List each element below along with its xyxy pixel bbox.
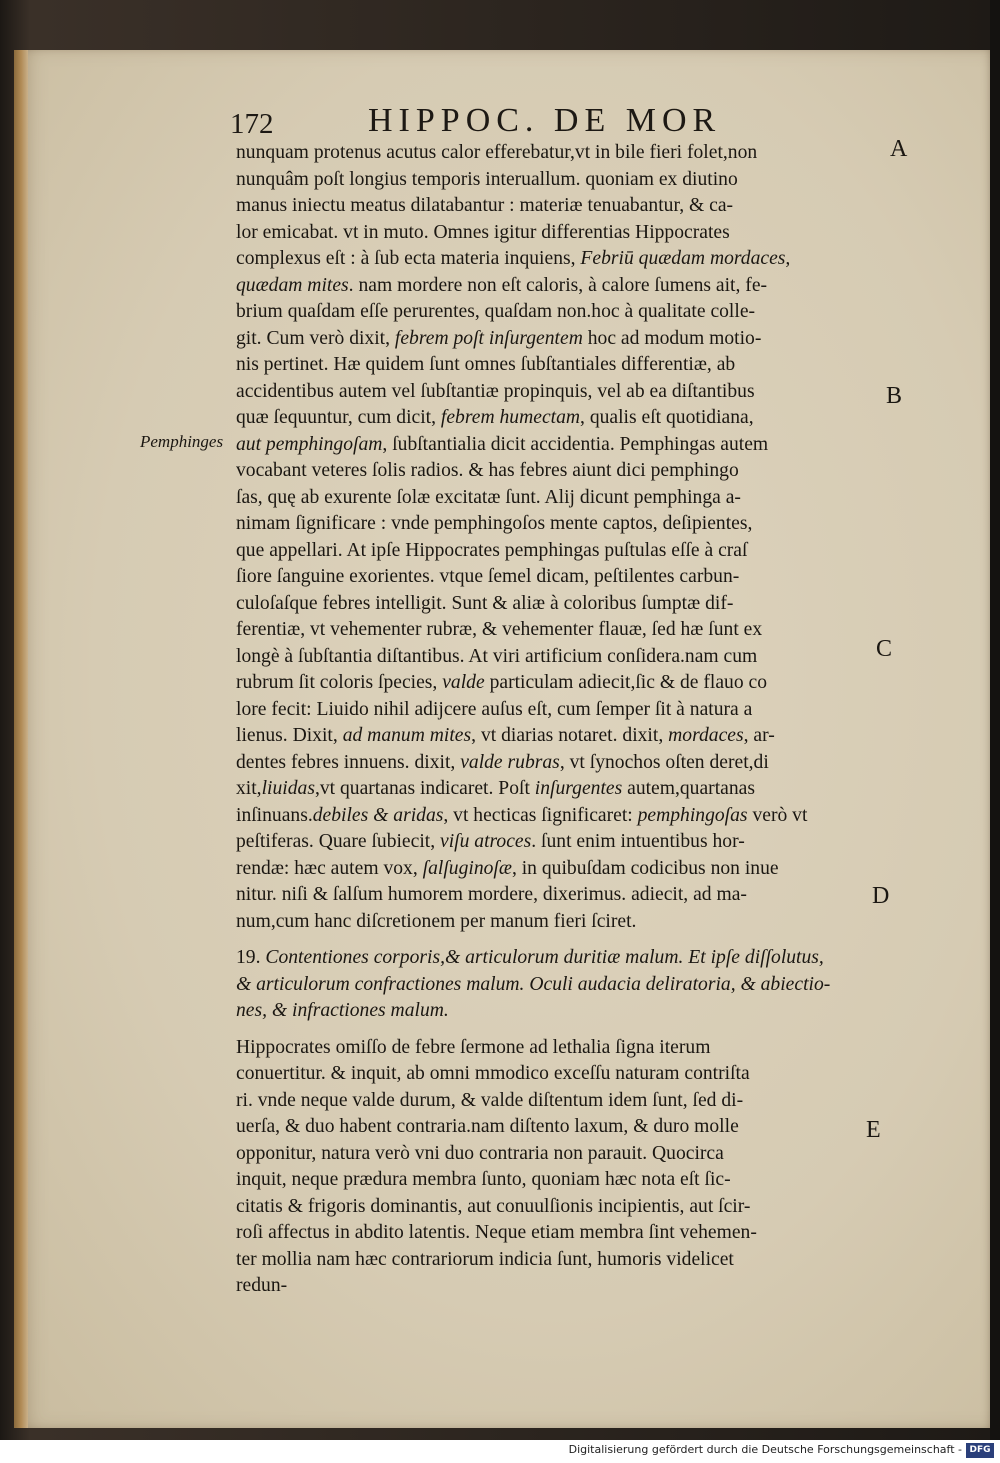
text-segment: , qualis eſt quotidiana, bbox=[580, 407, 754, 428]
text-segment: ſas, quę ab exurente ſolæ excitatæ ſunt. Alij dicunt pemphinga a- bbox=[236, 486, 741, 508]
section-marker-b: B bbox=[886, 383, 903, 409]
text-segment: uerſa, & duo habent contraria.nam diſtento laxum, & duro molle bbox=[236, 1116, 739, 1137]
italic-segment: aut pemphingoſam bbox=[236, 433, 383, 455]
text-segment: lor emicabat. vt in muto. Omnes igitur differentias Hippocrates bbox=[236, 221, 730, 243]
text-line bbox=[236, 803, 882, 830]
text-segment: conuertitur. & inquit, ab omni mmodico exceſſu naturam contriſta bbox=[236, 1063, 750, 1084]
text-segment: nimam ſignificare : vnde pemphingoſos mente captos, deſipientes, bbox=[236, 513, 753, 534]
text-line bbox=[236, 670, 882, 697]
text-line bbox=[236, 1247, 882, 1274]
text-segment: lienus. Dixit, bbox=[236, 725, 343, 746]
italic-segment: Febriū quædam mordaces, bbox=[580, 248, 791, 269]
italic-segment: valde rubras bbox=[460, 751, 560, 773]
text-segment: particulam adiecit,ſic & de flauo co bbox=[484, 672, 768, 693]
text-segment: verò vt bbox=[747, 804, 808, 826]
text-line bbox=[236, 193, 882, 220]
text-line bbox=[236, 511, 882, 538]
text-line bbox=[236, 405, 882, 432]
text-line bbox=[236, 776, 882, 803]
text-line bbox=[236, 856, 882, 883]
text-line bbox=[236, 1167, 882, 1194]
text-segment: hoc ad modum motio- bbox=[582, 327, 762, 349]
right-scan-edge bbox=[990, 0, 1000, 1440]
italic-segment: pemphingoſas bbox=[637, 804, 748, 826]
text-segment: autem,quartanas bbox=[622, 778, 755, 799]
text-segment: ,vt quartanas indicaret. Poſt bbox=[314, 778, 535, 799]
section-marker-d: D bbox=[872, 883, 890, 909]
text-line bbox=[236, 299, 882, 326]
dfg-logo: DFG bbox=[966, 1443, 994, 1458]
text-line bbox=[236, 617, 882, 644]
text-segment: Hippocrates omiſſo de febre ſermone ad lethalia ſigna iterum bbox=[236, 1036, 711, 1058]
text-segment: 19. bbox=[236, 947, 266, 968]
text-line bbox=[236, 1141, 882, 1168]
text-segment: ter mollia nam hæc contrariorum indicia ſunt, humoris videlicet bbox=[236, 1248, 734, 1270]
text-line bbox=[236, 697, 882, 724]
text-segment: lore fecit: Liuido nihil adijcere auſus eſt, cum ſemper ſit à natura a bbox=[236, 698, 753, 720]
text-segment: ſiore ſanguine exorientes. vtque ſemel dicam, peſtilentes carbun- bbox=[236, 566, 740, 587]
italic-segment: debiles & aridas bbox=[312, 804, 444, 826]
text-segment: dentes febres innuens. dixit, bbox=[236, 751, 461, 773]
italic-segment: nes, & infractiones malum. bbox=[236, 1000, 449, 1021]
text-segment: opponitur, natura verò vni duo contraria non parauit. Quocirca bbox=[236, 1142, 724, 1164]
italic-segment: inſurgentes bbox=[534, 778, 623, 799]
section-marker-e: E bbox=[866, 1117, 881, 1143]
text-segment: git. Cum verò dixit, bbox=[236, 327, 395, 349]
text-segment: nis pertinet. Hæ quidem ſunt omnes ſubſtantiales differentiæ, ab bbox=[236, 354, 736, 375]
italic-segment: viſu atroces bbox=[440, 831, 532, 852]
text-segment: nunquam protenus acutus calor efferebatur,vt in bile fieri folet,non bbox=[236, 142, 758, 163]
text-segment: rendæ: hæc autem vox, bbox=[236, 857, 423, 879]
text-segment: ferentiæ, vt vehementer rubræ, & vehementer flauæ, ſed hæ ſunt ex bbox=[236, 619, 763, 640]
italic-segment: febrem humectam bbox=[440, 407, 581, 428]
page-edge bbox=[14, 50, 28, 1428]
body-text bbox=[236, 140, 882, 1300]
text-segment: manus iniectu meatus dilatabantur : materiæ tenuabantur, & ca- bbox=[236, 195, 734, 216]
text-segment: num,cum hanc diſcretionem per manum fieri ſciret. bbox=[236, 910, 637, 932]
text-segment: . ſunt enim intuentibus hor- bbox=[531, 831, 745, 852]
text-line bbox=[236, 998, 882, 1025]
text-segment: brium quaſdam eſſe perurentes, quaſdam non.hoc à qualitate colle- bbox=[236, 301, 756, 322]
text-segment: vocabant veteres ſolis radios. & has febres aiunt dici pemphingo bbox=[236, 460, 739, 481]
text-segment: accidentibus autem vel ſubſtantiæ propinquis, vel ab ea diſtantibus bbox=[236, 380, 755, 402]
text-segment: longè à ſubſtantia diſtantibus. At viri artificium conſidera.nam cum bbox=[236, 645, 758, 667]
text-segment: citatis & frigoris dominantis, aut conuulſionis incipientis, aut ſcir- bbox=[236, 1195, 751, 1217]
section-marker-a: A bbox=[890, 136, 908, 162]
footer-bar bbox=[0, 1440, 1000, 1463]
text-line bbox=[236, 1061, 882, 1088]
text-line bbox=[236, 246, 882, 273]
text-line bbox=[236, 909, 882, 936]
text-line bbox=[236, 352, 882, 379]
text-line bbox=[236, 326, 882, 353]
text-line bbox=[236, 273, 882, 300]
text-line bbox=[236, 1220, 882, 1247]
text-line bbox=[236, 644, 882, 671]
text-line bbox=[236, 972, 882, 999]
text-segment: inſinuans. bbox=[236, 804, 313, 826]
text-line bbox=[236, 432, 882, 459]
text-line bbox=[236, 1194, 882, 1221]
text-segment: nitur. niſi & ſalſum humorem mordere, dixerimus. adiecit, ad ma- bbox=[236, 884, 747, 905]
text-segment: que appellari. At ipſe Hippocrates pemphingas puſtulas eſſe à craſ bbox=[236, 539, 748, 561]
text-segment: inquit, neque prædura membra ſunto, quoniam hæc nota eſt ſic- bbox=[236, 1169, 731, 1190]
text-line bbox=[236, 829, 882, 856]
text-line bbox=[236, 591, 882, 618]
text-line bbox=[236, 379, 882, 406]
text-line bbox=[236, 1088, 882, 1115]
paragraph-gap bbox=[236, 935, 882, 945]
text-line bbox=[236, 564, 882, 591]
text-segment: , vt hecticas ſignificaret: bbox=[443, 804, 638, 826]
running-head: HIPPOC. DE MOR bbox=[368, 102, 722, 139]
text-line bbox=[236, 538, 882, 565]
text-segment: . nam mordere non eſt caloris, à calore ſumens ait, fe- bbox=[348, 274, 768, 296]
text-line bbox=[236, 1273, 882, 1300]
section-marker-c: C bbox=[876, 636, 893, 662]
margin-note: Pemphinges bbox=[140, 432, 224, 451]
text-segment: xit, bbox=[236, 778, 262, 799]
italic-segment: febrem poſt inſurgentem bbox=[394, 327, 583, 349]
italic-segment: quædam mites bbox=[236, 274, 349, 296]
text-line bbox=[236, 1035, 882, 1062]
text-segment: rubrum ſit coloris ſpecies, bbox=[236, 672, 443, 693]
italic-segment: liuidas bbox=[261, 778, 315, 799]
text-segment: nunquâm poſt longius temporis interuallum. quoniam ex diutino bbox=[236, 168, 738, 190]
text-line bbox=[236, 485, 882, 512]
text-line bbox=[236, 220, 882, 247]
text-segment: culoſaſque febres intelligit. Sunt & aliæ à coloribus ſumptæ dif- bbox=[236, 592, 734, 614]
paragraph-gap bbox=[236, 1025, 882, 1035]
text-line bbox=[236, 1114, 882, 1141]
italic-segment: mordaces bbox=[668, 725, 744, 746]
text-segment: , ar- bbox=[743, 725, 775, 746]
italic-segment: valde bbox=[442, 672, 485, 693]
text-segment: quæ ſequuntur, cum dicit, bbox=[236, 407, 441, 428]
text-segment: peſtiferas. Quare ſubiecit, bbox=[236, 831, 441, 852]
italic-segment: ad manum mites bbox=[342, 725, 472, 746]
text-segment: , vt diarias notaret. dixit, bbox=[471, 725, 669, 746]
text-line bbox=[236, 723, 882, 750]
italic-segment: & articulorum confractiones malum. Oculi audacia deliratoria, & abiectio- bbox=[236, 973, 831, 995]
text-segment: ri. vnde neque valde durum, & valde diſtentum idem ſunt, ſed di- bbox=[236, 1089, 744, 1111]
footer-credit: Digitalisierung gefördert durch die Deutsche Forschungsgemeinschaft - bbox=[568, 1443, 962, 1456]
text-line bbox=[236, 458, 882, 485]
text-line bbox=[236, 882, 882, 909]
text-line bbox=[236, 140, 882, 167]
italic-segment: ſalſuginoſæ bbox=[422, 857, 512, 879]
text-line bbox=[236, 945, 882, 972]
text-line bbox=[236, 750, 882, 777]
italic-segment: Contentiones corporis,& articulorum duritiæ malum. Et ipſe diſſolutus, bbox=[265, 947, 824, 968]
text-segment: complexus eſt : à ſub ecta materia inquiens, bbox=[236, 248, 581, 269]
page-number: 172 bbox=[230, 108, 274, 140]
text-line bbox=[236, 167, 882, 194]
text-segment: , ſubſtantialia dicit accidentia. Pemphingas autem bbox=[382, 433, 769, 455]
text-segment: , in quibuſdam codicibus non inue bbox=[511, 857, 779, 879]
text-segment: , vt ſynochos oſten deret,di bbox=[559, 751, 769, 773]
text-segment: redun- bbox=[236, 1275, 288, 1296]
text-segment: roſi affectus in abdito latentis. Neque etiam membra ſint vehemen- bbox=[236, 1222, 757, 1243]
